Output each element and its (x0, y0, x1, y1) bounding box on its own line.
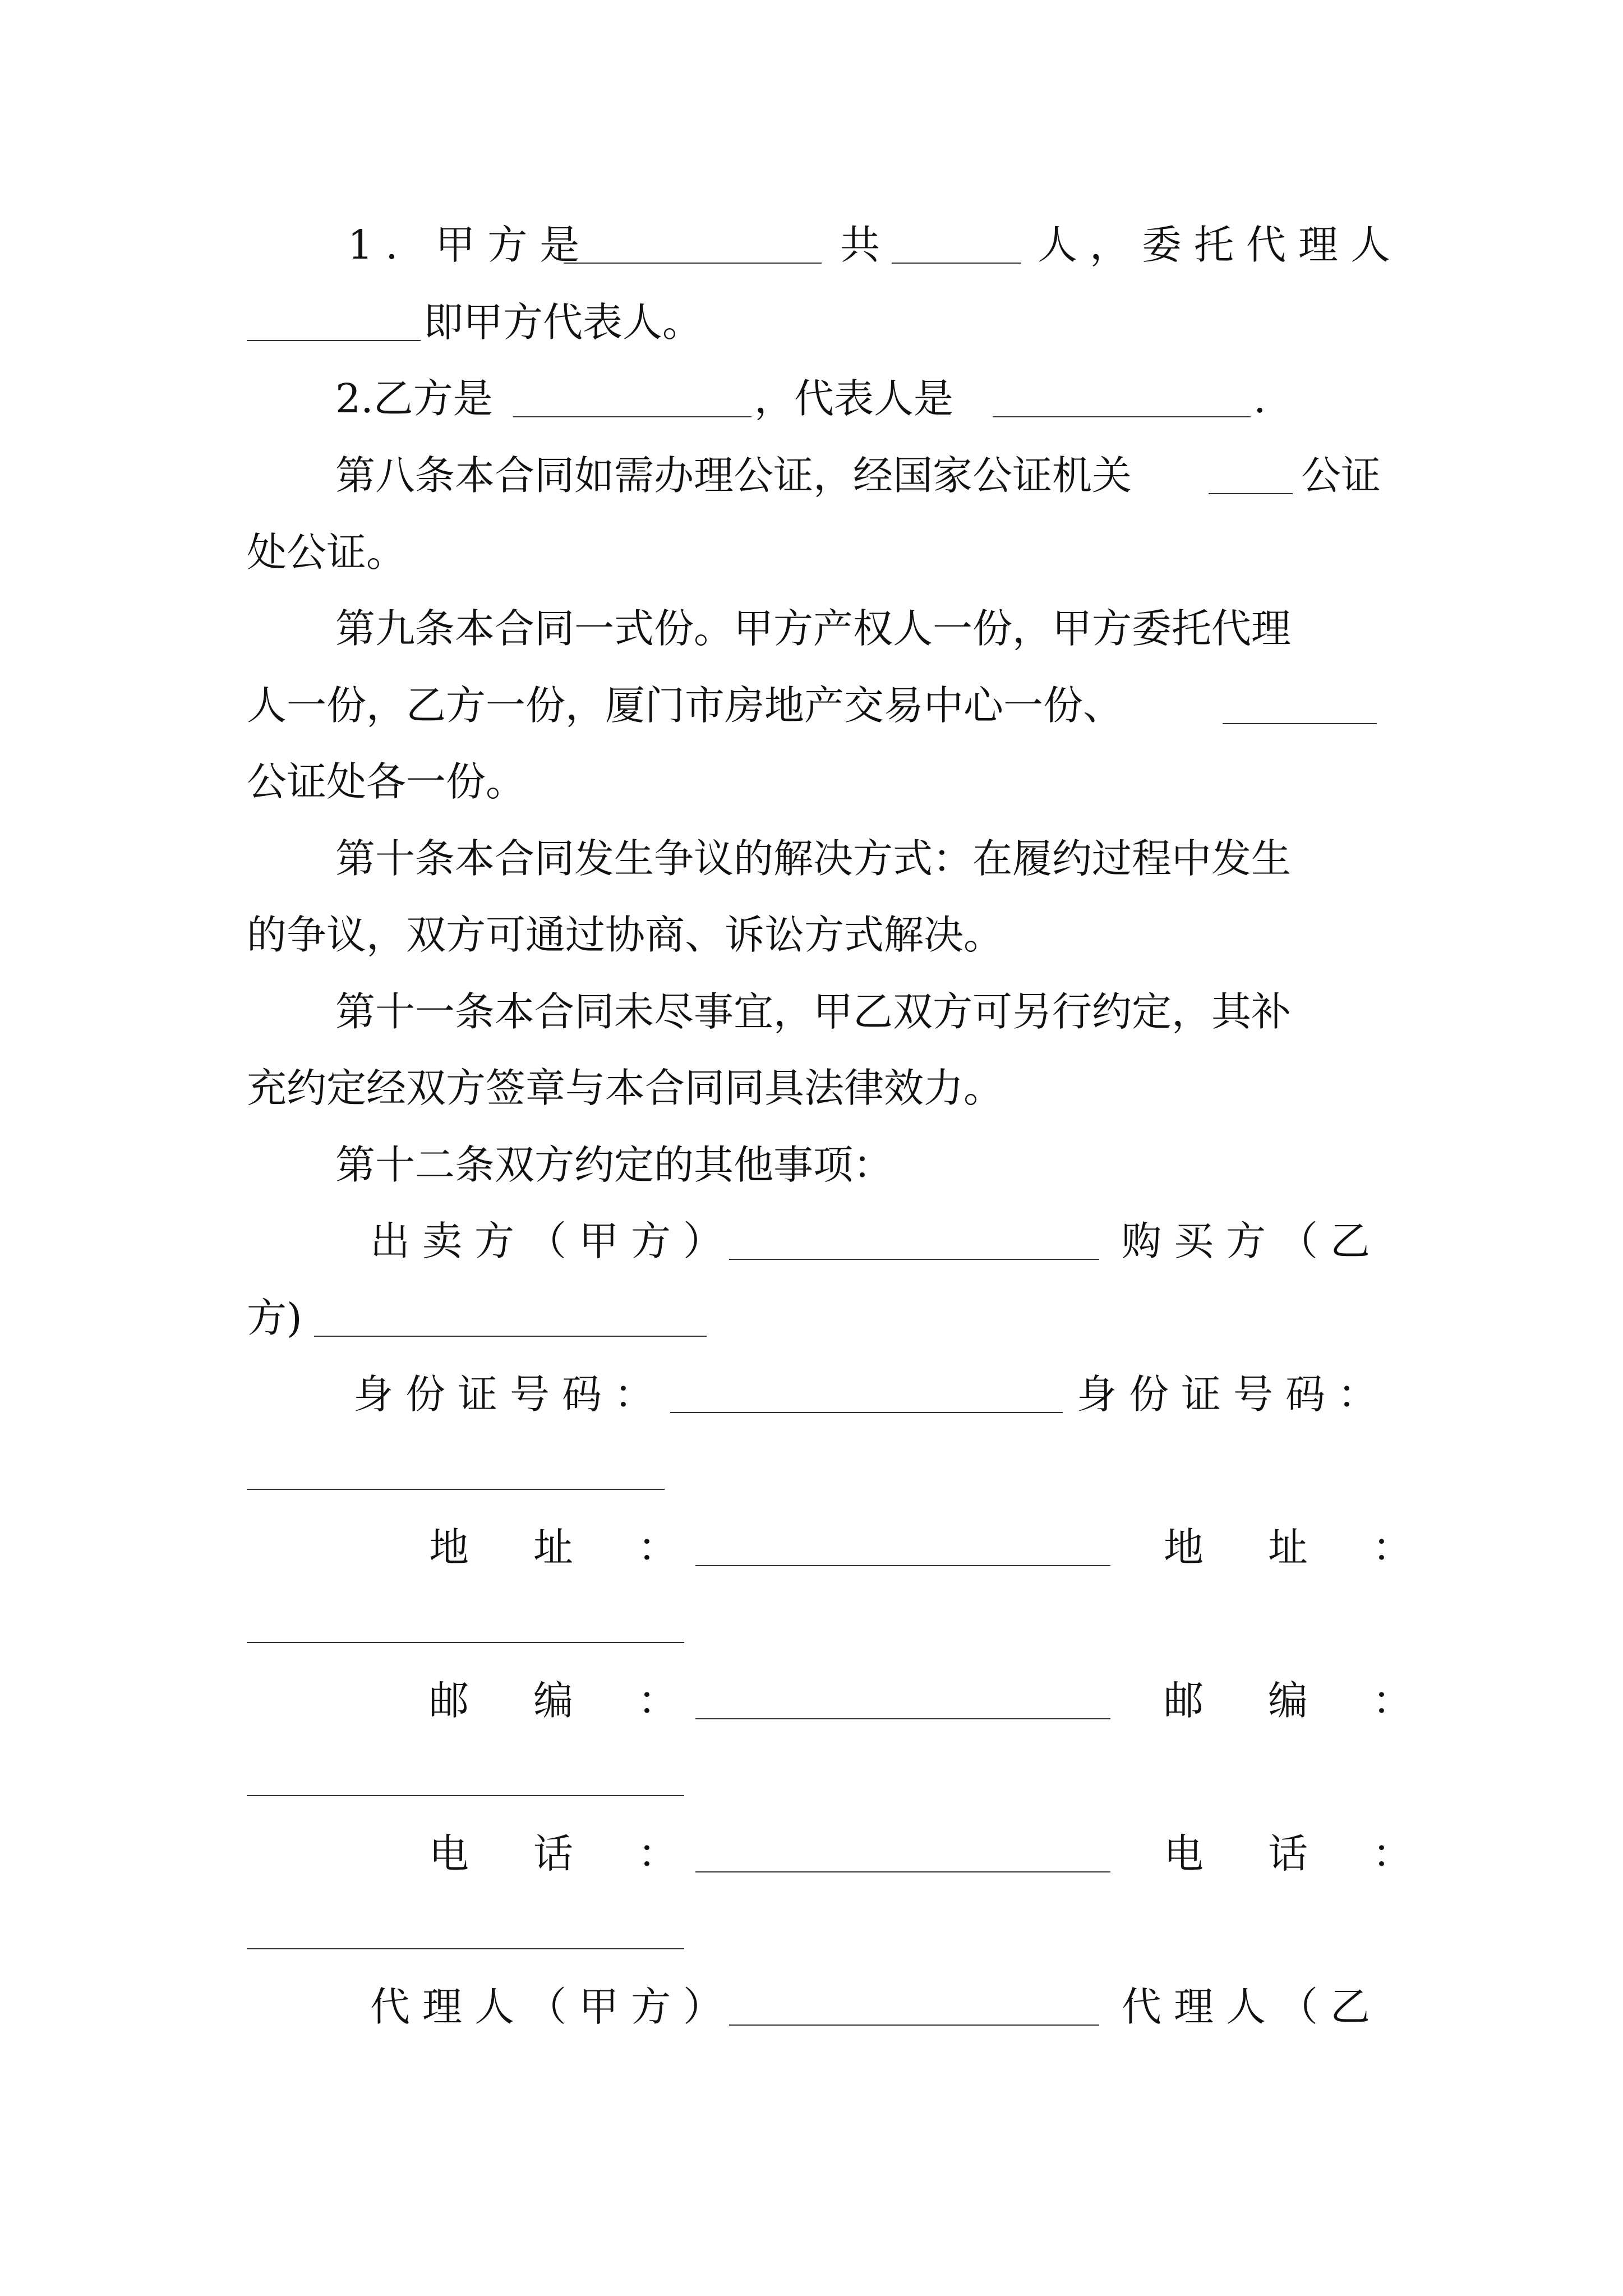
seller-tel-label: 电 话 ： (429, 1830, 690, 1877)
clause1-party-a-label: 1. 甲方是 (348, 222, 592, 268)
buyer-address-blank[interactable] (247, 1642, 684, 1643)
seller-id-label: 身份证号码： (353, 1371, 667, 1418)
article9-line2: 人一份，乙方一份，厦门市房地产交易中心一份、 (247, 682, 1123, 729)
party-a-agent-blank[interactable] (247, 340, 421, 341)
seller-zip-label: 邮 编 ： (429, 1677, 690, 1724)
clause2-representative-label: ，代表人是 (754, 375, 954, 422)
seller-tel-blank[interactable] (695, 1871, 1110, 1872)
party-a-name-blank[interactable] (564, 263, 822, 264)
buyer-id-blank[interactable] (247, 1489, 665, 1490)
article11-line2: 充约定经双方签章与本合同同具法律效力。 (247, 1065, 1004, 1111)
seller-agent-label: 代理人（甲方） (370, 1984, 736, 2030)
buyer-zip-blank[interactable] (247, 1795, 684, 1796)
article10-line2: 的争议，双方可通过协商、诉讼方式解决。 (247, 912, 1004, 958)
clause2-party-b-label: 2.乙方是 (335, 375, 493, 422)
buyer-tel-label: 电 话 ： (1164, 1830, 1425, 1877)
clause1-agent-label: 人，委托代理人 (1038, 222, 1403, 268)
article12-line: 第十二条双方约定的其他事项： (335, 1142, 893, 1188)
notary-copy-blank[interactable] (1223, 723, 1377, 724)
article8-notary-word: 公证 (1301, 452, 1381, 499)
buyer-tel-blank[interactable] (247, 1948, 684, 1949)
buyer-address-label: 地 址 ： (1164, 1524, 1425, 1571)
seller-signature-blank[interactable] (729, 1259, 1099, 1260)
buyer-label-cont: 方) (247, 1295, 302, 1341)
article11-line1: 第十一条本合同未尽事宜，甲乙双方可另行约定，其补 (335, 988, 1292, 1035)
seller-address-label: 地 址 ： (429, 1524, 690, 1571)
clause2-period: . (1253, 375, 1266, 422)
article8-text-cont: 处公证。 (247, 529, 407, 576)
seller-zip-blank[interactable] (695, 1718, 1110, 1719)
party-b-representative-blank[interactable] (993, 416, 1251, 417)
seller-agent-blank[interactable] (729, 2024, 1099, 2026)
buyer-label: 购买方（乙 (1122, 1218, 1383, 1264)
seller-address-blank[interactable] (695, 1565, 1110, 1566)
party-a-count-blank[interactable] (892, 263, 1021, 264)
clause1-representative-text: 即甲方代表人。 (423, 299, 703, 346)
article9-line3: 公证处各一份。 (247, 758, 526, 805)
buyer-id-label: 身份证号码： (1077, 1371, 1390, 1418)
notary-office-blank[interactable] (1209, 493, 1293, 494)
clause1-total-label: 共 (840, 222, 880, 268)
article8-text: 第八条本合同如需办理公证，经国家公证机关 (335, 452, 1132, 499)
seller-label: 出卖方（甲方） (370, 1218, 736, 1264)
party-b-name-blank[interactable] (513, 416, 751, 417)
seller-id-blank[interactable] (670, 1412, 1063, 1413)
buyer-zip-label: 邮 编 ： (1164, 1677, 1425, 1724)
buyer-signature-blank[interactable] (314, 1336, 707, 1337)
article10-line1: 第十条本合同发生争议的解决方式：在履约过程中发生 (335, 835, 1292, 882)
article9-line1: 第九条本合同一式份。甲方产权人一份，甲方委托代理 (335, 605, 1292, 652)
buyer-agent-label: 代理人（乙 (1122, 1984, 1383, 2030)
